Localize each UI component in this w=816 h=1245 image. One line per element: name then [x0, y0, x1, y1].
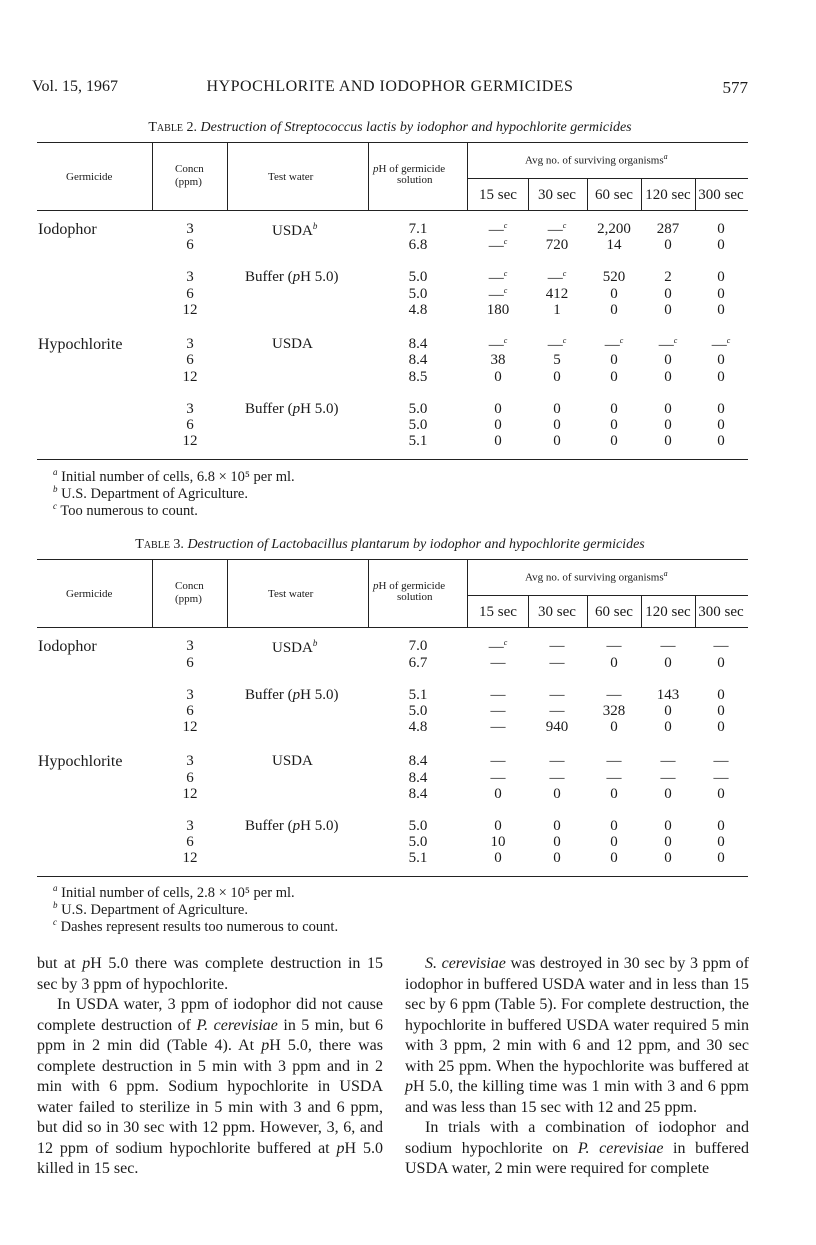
survivor-count: 0 — [664, 417, 672, 433]
survivor-count: — — [660, 638, 676, 654]
table3-caption — [32, 537, 748, 553]
col-avg-surviving: Avg no. of surviving organisms$^a$ — [525, 152, 668, 167]
ph-value: 4.8 — [408, 302, 428, 318]
survivor-count: 0 — [553, 369, 561, 385]
col-germicide: Germicide — [66, 588, 113, 600]
survivor-count: — — [606, 687, 622, 703]
concn-value: 3 — [186, 269, 194, 285]
footnote: $^c$ Dashes represent results too numerous to count. — [53, 917, 339, 935]
survivor-count: — — [713, 753, 729, 769]
concn-value: 6 — [186, 655, 194, 671]
survivor-count: 0 — [664, 703, 672, 719]
time-divider — [641, 178, 642, 210]
concn-value: 12 — [182, 719, 198, 735]
volume-year: Vol. 15, 1967 — [32, 78, 118, 95]
survivor-count: — — [490, 770, 506, 786]
ph-value: 8.4 — [408, 336, 428, 352]
survivor-count: 0 — [664, 850, 672, 866]
ph-value: 5.0 — [408, 417, 428, 433]
concn-value: 12 — [182, 433, 198, 449]
survivor-count: 720 — [545, 237, 569, 253]
concn-value: 6 — [186, 834, 194, 850]
survivor-count: 0 — [717, 655, 725, 671]
time-divider — [587, 595, 588, 627]
concn-value: 6 — [186, 237, 194, 253]
ph-value: 8.4 — [408, 352, 428, 368]
survivor-count: — — [660, 753, 676, 769]
col-time: 60 sec — [595, 187, 633, 203]
concn-value: 3 — [186, 336, 194, 352]
survivor-count: 2 — [664, 269, 672, 285]
survivor-count: —$^c$ — [547, 269, 567, 286]
header-divider — [227, 559, 228, 627]
survivor-count: 287 — [656, 221, 680, 237]
table3-label: Table 3. — [135, 537, 184, 552]
survivor-count: 0 — [610, 655, 618, 671]
survivor-count: 0 — [717, 433, 725, 449]
survivor-count: 0 — [610, 352, 618, 368]
survivor-count: 0 — [717, 719, 725, 735]
table-top-rule — [37, 142, 748, 143]
col-ph-solution: solution — [397, 174, 433, 186]
survivor-count: — — [713, 770, 729, 786]
survivor-count: —$^c$ — [547, 221, 567, 238]
survivor-count: 0 — [664, 433, 672, 449]
concn-value: 3 — [186, 818, 194, 834]
survivor-count: 0 — [494, 818, 502, 834]
table-bottom-rule — [37, 876, 748, 877]
survivor-count: — — [490, 687, 506, 703]
survivor-count: — — [549, 703, 565, 719]
survivor-count: 14 — [606, 237, 622, 253]
time-divider — [641, 595, 642, 627]
survivor-count: 328 — [602, 703, 626, 719]
survivor-count: 0 — [717, 703, 725, 719]
col-time: 60 sec — [595, 604, 633, 620]
col-time: 15 sec — [479, 187, 517, 203]
survivor-count: 412 — [545, 286, 569, 302]
running-header — [32, 78, 748, 102]
survivor-count: 0 — [553, 834, 561, 850]
survivor-count: 0 — [664, 655, 672, 671]
col-test-water: Test water — [268, 171, 314, 183]
survivor-count: 0 — [717, 401, 725, 417]
ph-value: 6.8 — [408, 237, 428, 253]
survivor-count: 0 — [717, 834, 725, 850]
time-divider — [528, 178, 529, 210]
test-water-value: USDA — [272, 336, 313, 352]
test-water-value: USDA$^b$ — [272, 221, 318, 239]
footnote: $^a$ Initial number of cells, 6.8 × 10⁵ per ml. — [53, 467, 295, 485]
ph-value: 8.4 — [408, 770, 428, 786]
survivor-count: 0 — [717, 850, 725, 866]
survivor-count: 940 — [545, 719, 569, 735]
survivor-count: 0 — [717, 369, 725, 385]
footnote: $^c$ Too numerous to count. — [53, 501, 198, 519]
survivor-count: 0 — [717, 417, 725, 433]
ph-value: 5.0 — [408, 286, 428, 302]
survivor-count: 0 — [494, 433, 502, 449]
col-concn: Concn — [175, 580, 204, 592]
survivor-count: 0 — [494, 850, 502, 866]
survivor-count: — — [549, 655, 565, 671]
survivor-count: — — [490, 655, 506, 671]
header-divider — [152, 559, 153, 627]
ph-value: 5.0 — [408, 269, 428, 285]
survivor-count: 0 — [610, 401, 618, 417]
survivor-count: —$^c$ — [547, 336, 567, 353]
col-ph: pH of germicide — [373, 163, 446, 175]
survivor-count: 0 — [610, 719, 618, 735]
test-water-value: USDA — [272, 753, 313, 769]
survivor-count: 0 — [717, 286, 725, 302]
survivor-count: 0 — [664, 302, 672, 318]
survivor-count: 0 — [610, 818, 618, 834]
survivor-count: 0 — [664, 237, 672, 253]
survivor-count: 1 — [553, 302, 561, 318]
header-divider — [227, 142, 228, 210]
survivor-count: — — [606, 753, 622, 769]
survivor-count: 0 — [717, 237, 725, 253]
ph-value: 6.7 — [408, 655, 428, 671]
col-time: 30 sec — [538, 187, 576, 203]
right-column — [405, 954, 749, 1180]
survivor-count: 0 — [664, 286, 672, 302]
table-time-rule — [467, 178, 748, 179]
survivor-count: —$^c$ — [488, 336, 508, 353]
right-para-1: S. cerevisiae was destroyed in 30 sec by 3 ppm of iodophor in buffered USDA water and in less than 15 sec by 6 ppm (Table 5). For complete destruction, the hypochlorite in buffered USDA water required 5 min with 3 ppm, 2 min with 6 and 12 ppm, and 30 sec with 25 ppm. When the hypochlorite was buffered at pH 5.0, the killing time was 1 min with 3 and 6 ppm and was less than 15 sec with 12 and 25 ppm. — [405, 955, 749, 1116]
survivor-count: —$^c$ — [711, 336, 731, 353]
concn-value: 12 — [182, 369, 198, 385]
header-divider — [467, 142, 468, 210]
concn-value: 6 — [186, 286, 194, 302]
germicide-name: Iodophor — [38, 638, 97, 655]
col-test-water: Test water — [268, 588, 314, 600]
table3-title: Destruction of Lactobacillus plantarum by iodophor and hypochlorite germicides — [187, 537, 645, 552]
concn-value: 6 — [186, 770, 194, 786]
survivor-count: 2,200 — [597, 221, 631, 237]
col-ppm: (ppm) — [175, 176, 202, 188]
survivor-count: 0 — [664, 719, 672, 735]
ph-value: 5.0 — [408, 818, 428, 834]
table2-caption — [32, 120, 748, 136]
survivor-count: —$^c$ — [488, 286, 508, 303]
survivor-count: 0 — [664, 369, 672, 385]
survivor-count: 0 — [664, 818, 672, 834]
survivor-count: 0 — [717, 269, 725, 285]
survivor-count: 0 — [494, 401, 502, 417]
survivor-count: 0 — [610, 850, 618, 866]
survivor-count: —$^c$ — [658, 336, 678, 353]
survivor-count: 0 — [553, 786, 561, 802]
col-ppm: (ppm) — [175, 593, 202, 605]
concn-value: 6 — [186, 417, 194, 433]
survivor-count: 0 — [610, 417, 618, 433]
germicide-name: Iodophor — [38, 221, 97, 238]
table2-title: Destruction of Streptococcus lactis by iodophor and hypochlorite germicides — [200, 120, 632, 135]
survivor-count: 0 — [610, 786, 618, 802]
survivor-count: — — [549, 753, 565, 769]
survivor-count: —$^c$ — [488, 269, 508, 286]
time-divider — [528, 595, 529, 627]
survivor-count: 0 — [717, 221, 725, 237]
test-water-value: Buffer (pH 5.0) — [245, 818, 339, 834]
concn-value: 3 — [186, 638, 194, 654]
col-time: 300 sec — [698, 604, 744, 620]
col-time: 120 sec — [645, 604, 691, 620]
ph-value: 8.4 — [408, 786, 428, 802]
survivor-count: 0 — [494, 786, 502, 802]
ph-value: 5.0 — [408, 401, 428, 417]
col-time: 30 sec — [538, 604, 576, 620]
header-divider — [467, 559, 468, 627]
footnote: $^b$ U.S. Department of Agriculture. — [53, 484, 248, 502]
concn-value: 12 — [182, 786, 198, 802]
header-divider — [368, 142, 369, 210]
running-title: HYPOCHLORITE AND IODOPHOR GERMICIDES — [206, 78, 574, 95]
ph-value: 5.1 — [408, 433, 428, 449]
col-avg-surviving: Avg no. of surviving organisms$^a$ — [525, 569, 668, 584]
survivor-count: 0 — [553, 401, 561, 417]
test-water-value: Buffer (pH 5.0) — [245, 687, 339, 703]
left-column — [37, 954, 383, 1180]
survivor-count: — — [490, 719, 506, 735]
table2-label: Table 2. — [148, 120, 198, 135]
concn-value: 6 — [186, 703, 194, 719]
survivor-count: 0 — [610, 433, 618, 449]
table-time-rule — [467, 595, 748, 596]
ph-value: 5.0 — [408, 834, 428, 850]
concn-value: 3 — [186, 687, 194, 703]
survivor-count: 0 — [610, 834, 618, 850]
survivor-count: 0 — [717, 818, 725, 834]
table-top-rule — [37, 559, 748, 560]
survivor-count: — — [490, 703, 506, 719]
header-divider — [152, 142, 153, 210]
survivor-count: 0 — [610, 286, 618, 302]
col-time: 15 sec — [479, 604, 517, 620]
survivor-count: — — [660, 770, 676, 786]
ph-value: 5.1 — [408, 687, 428, 703]
survivor-count: 0 — [553, 417, 561, 433]
survivor-count: 5 — [553, 352, 561, 368]
survivor-count: — — [490, 753, 506, 769]
germicide-name: Hypochlorite — [38, 336, 123, 353]
table-header-rule — [37, 627, 748, 628]
survivor-count: 0 — [610, 369, 618, 385]
survivor-count: — — [549, 770, 565, 786]
col-time: 300 sec — [698, 187, 744, 203]
col-germicide: Germicide — [66, 171, 113, 183]
germicide-name: Hypochlorite — [38, 753, 123, 770]
survivor-count: 0 — [494, 369, 502, 385]
survivor-count: 0 — [610, 302, 618, 318]
survivor-count: 520 — [602, 269, 626, 285]
footnote: $^b$ U.S. Department of Agriculture. — [53, 900, 248, 918]
survivor-count: 0 — [553, 818, 561, 834]
ph-value: 8.5 — [408, 369, 428, 385]
ph-value: 8.4 — [408, 753, 428, 769]
test-water-value: Buffer (pH 5.0) — [245, 401, 339, 417]
col-ph: pH of germicide — [373, 580, 446, 592]
survivor-count: 0 — [494, 417, 502, 433]
header-divider — [368, 559, 369, 627]
ph-value: 5.1 — [408, 850, 428, 866]
concn-value: 12 — [182, 302, 198, 318]
table-header-rule — [37, 210, 748, 211]
survivor-count: — — [549, 638, 565, 654]
survivor-count: 0 — [664, 352, 672, 368]
survivor-count: —$^c$ — [488, 638, 508, 655]
concn-value: 3 — [186, 221, 194, 237]
survivor-count: 0 — [717, 687, 725, 703]
test-water-value: Buffer (pH 5.0) — [245, 269, 339, 285]
survivor-count: 0 — [717, 302, 725, 318]
survivor-count: 180 — [486, 302, 510, 318]
survivor-count: —$^c$ — [488, 237, 508, 254]
survivor-count: 0 — [717, 786, 725, 802]
survivor-count: —$^c$ — [604, 336, 624, 353]
time-divider — [587, 178, 588, 210]
survivor-count: 0 — [717, 352, 725, 368]
concn-value: 3 — [186, 753, 194, 769]
page-number: 577 — [722, 78, 748, 97]
survivor-count: 0 — [664, 401, 672, 417]
survivor-count: 38 — [490, 352, 506, 368]
survivor-count: 0 — [553, 433, 561, 449]
survivor-count: 143 — [656, 687, 680, 703]
footnote: $^a$ Initial number of cells, 2.8 × 10⁵ per ml. — [53, 883, 295, 901]
survivor-count: — — [713, 638, 729, 654]
concn-value: 12 — [182, 850, 198, 866]
survivor-count: — — [549, 687, 565, 703]
survivor-count: — — [606, 638, 622, 654]
ph-value: 7.0 — [408, 638, 428, 654]
left-para-1: but at pH 5.0 there was complete destruction in 15 sec by 3 ppm of hypochlorite. — [37, 955, 384, 993]
survivor-count: 0 — [553, 850, 561, 866]
col-time: 120 sec — [645, 187, 691, 203]
concn-value: 6 — [186, 352, 194, 368]
concn-value: 3 — [186, 401, 194, 417]
ph-value: 7.1 — [408, 221, 428, 237]
survivor-count: 10 — [490, 834, 506, 850]
col-ph-solution: solution — [397, 591, 433, 603]
survivor-count: 0 — [664, 786, 672, 802]
survivor-count: — — [606, 770, 622, 786]
right-para-2: In trials with a combination of iodophor and sodium hypochlorite on P. cerevisiae in buffered USDA water, 2 min were required for complete — [405, 1119, 750, 1177]
survivor-count: 0 — [664, 834, 672, 850]
left-para-2: In USDA water, 3 ppm of iodophor did not cause complete destruction of P. cerevisiae in 5 min, but 6 ppm in 2 min did (Table 4). At pH 5.0, there was complete destruction in 5 min with 3 ppm and in 2 min with 6 ppm. Sodium hypochlorite in USDA water failed to sterilize in 5 min with 3 and 6 ppm, but did so in 30 sec with 12 ppm. However, 3, 6, and 12 ppm of sodium hypochlorite buffered at pH 5.0 killed in 15 sec. — [37, 996, 384, 1177]
ph-value: 4.8 — [408, 719, 428, 735]
survivor-count: —$^c$ — [488, 221, 508, 238]
ph-value: 5.0 — [408, 703, 428, 719]
test-water-value: USDA$^b$ — [272, 638, 318, 656]
table-bottom-rule — [37, 459, 748, 460]
col-concn: Concn — [175, 163, 204, 175]
